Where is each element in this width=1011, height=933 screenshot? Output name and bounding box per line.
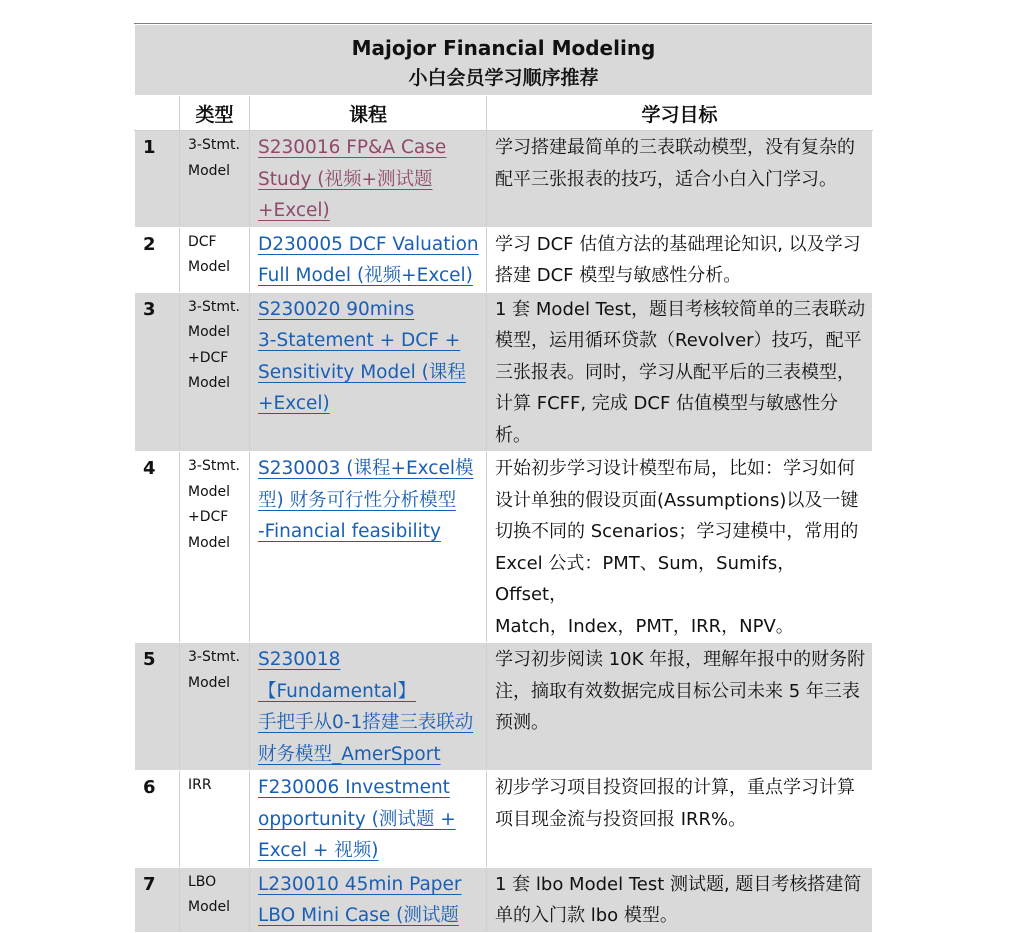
course-line xyxy=(258,453,486,485)
course-link[interactable]: -Financial feasibility xyxy=(258,521,441,542)
goal-line: 初步学习项目投资回报的计算，重点学习计算 xyxy=(495,777,855,798)
row-number: 4 xyxy=(135,452,180,643)
column-header-goal: 学习目标 xyxy=(487,96,873,131)
course-link[interactable]: S230020 90mins xyxy=(258,298,415,320)
column-header-num xyxy=(135,96,180,131)
type-line: Model xyxy=(188,162,231,179)
course-line xyxy=(258,516,486,548)
goal-line: 1 套 lbo Model Test 测试题, 题目考核搭建简 xyxy=(495,873,862,895)
goal-line: 单的入门款 lbo 模型。 xyxy=(495,905,678,926)
goal-line: 开始初步学习设计模型布局，比如：学习如何 xyxy=(495,458,855,479)
goal-line: 1 套 Model Test，题目考核较简单的三表联动 xyxy=(495,298,866,320)
goal-line: 搭建 DCF 模型与敏感性分析。 xyxy=(495,265,742,286)
course-link[interactable]: +Excel) xyxy=(258,200,330,221)
type-line: LBO xyxy=(188,873,217,890)
course-line xyxy=(258,294,486,326)
row-type xyxy=(180,227,250,292)
course-link[interactable]: S230003 (课程+Excel模 xyxy=(258,458,474,479)
type-line: IRR xyxy=(188,777,212,793)
row-number: 1 xyxy=(135,131,180,228)
course-line xyxy=(258,388,486,420)
type-line: 3-Stmt. xyxy=(188,137,240,153)
course-line xyxy=(258,132,486,164)
row-goal xyxy=(487,292,873,452)
column-header-row xyxy=(135,96,873,131)
table-row xyxy=(135,227,873,292)
goal-line: 学习 DCF 估值方法的基础理论知识, 以及学习 xyxy=(495,233,861,255)
table-row xyxy=(135,452,873,643)
goal-line: 配平三张报表的技巧，适合小白入门学习。 xyxy=(495,168,837,190)
course-link[interactable]: S230016 FP&A Case xyxy=(258,137,447,158)
row-goal xyxy=(487,227,873,292)
course-line xyxy=(258,195,486,227)
row-number: 5 xyxy=(135,643,180,771)
course-line xyxy=(258,260,486,292)
course-link[interactable]: L230010 45min Paper xyxy=(258,873,462,895)
table-title-cell xyxy=(135,25,873,96)
row-course xyxy=(250,292,487,452)
row-number: 2 xyxy=(135,227,180,292)
course-link[interactable]: S230018【Fundamental】 xyxy=(258,649,417,702)
course-link[interactable]: Full Model (视频+Excel) xyxy=(258,265,473,286)
row-type xyxy=(180,292,250,452)
goal-line: 项目现金流与投资回报 IRR%。 xyxy=(495,808,747,830)
type-line: Model xyxy=(188,324,231,340)
row-type xyxy=(180,452,250,643)
row-goal xyxy=(487,771,873,868)
type-line: Model xyxy=(188,534,231,551)
course-line xyxy=(258,707,486,739)
type-line: Model xyxy=(188,259,231,275)
course-line xyxy=(258,869,486,901)
course-line xyxy=(258,164,486,196)
row-type xyxy=(180,643,250,771)
type-line: Model xyxy=(188,375,231,391)
type-line: Model xyxy=(188,674,231,691)
course-line xyxy=(258,772,486,804)
row-number: 3 xyxy=(135,292,180,452)
course-link[interactable]: 型) 财务可行性分析模型 xyxy=(258,489,457,511)
goal-line: Match，Index，PMT，IRR，NPV。 xyxy=(495,615,794,637)
row-course xyxy=(250,452,487,643)
course-line xyxy=(258,229,486,261)
goal-line: 学习搭建最简单的三表联动模型，没有复杂的 xyxy=(495,137,855,158)
goal-line: 学习初步阅读 10K 年报，理解年报中的财务附 xyxy=(495,649,866,670)
course-link[interactable]: 财务模型_AmerSport xyxy=(258,743,441,765)
type-line: +DCF xyxy=(188,509,229,525)
course-line xyxy=(258,644,486,707)
row-course xyxy=(250,131,487,228)
goal-line: 预测。 xyxy=(495,712,549,733)
type-line: +DCF xyxy=(188,349,229,366)
course-line xyxy=(258,325,486,357)
table-row xyxy=(135,292,873,452)
column-header-course: 课程 xyxy=(250,96,487,131)
type-line: 3-Stmt. xyxy=(188,649,240,665)
course-link[interactable]: Excel + 视频) xyxy=(258,840,379,861)
goal-line: 模型，运用循环贷款（Revolver）技巧，配平 xyxy=(495,330,862,351)
row-goal xyxy=(487,643,873,771)
goal-line: 三张报表。同时，学习从配平后的三表模型， xyxy=(495,361,855,383)
row-type xyxy=(180,131,250,228)
course-link[interactable]: +Excel) xyxy=(258,393,330,414)
type-line: 3-Stmt. xyxy=(188,298,240,315)
course-link[interactable]: D230005 DCF Valuation xyxy=(258,233,479,255)
course-line xyxy=(258,739,486,771)
course-link[interactable]: Sensitivity Model (课程 xyxy=(258,361,466,383)
row-type xyxy=(180,771,250,868)
type-line: Model xyxy=(188,483,231,500)
course-link[interactable]: LBO Mini Case (测试题 xyxy=(258,905,459,926)
column-header-type: 类型 xyxy=(180,96,250,131)
document-subtitle: 小白会员学习顺序推荐 xyxy=(408,67,599,89)
course-link[interactable]: 3-Statement + DCF + xyxy=(258,330,461,351)
course-link[interactable]: opportunity (测试题 + xyxy=(258,808,456,830)
type-line: DCF xyxy=(188,233,217,250)
type-line: Model xyxy=(188,899,231,915)
goal-line: Excel 公式：PMT、Sum，Sumifs，Offset， xyxy=(495,552,796,605)
document-title: Majojor Financial Modeling xyxy=(351,36,656,60)
row-goal xyxy=(487,131,873,228)
table-row xyxy=(135,131,873,228)
course-line xyxy=(258,835,486,867)
course-link[interactable]: F230006 Investment xyxy=(258,777,450,798)
row-course xyxy=(250,227,487,292)
course-link[interactable]: Study (视频+测试题 xyxy=(258,168,433,190)
row-number: 6 xyxy=(135,771,180,868)
table-row xyxy=(135,771,873,868)
row-goal xyxy=(487,867,873,932)
row-type xyxy=(180,867,250,932)
course-line xyxy=(258,804,486,836)
course-line xyxy=(258,900,486,932)
goal-line: 计算 FCFF, 完成 DCF 估值模型与敏感性分析。 xyxy=(495,393,839,446)
goal-line: 设计单独的假设页面(Assumptions)以及一键 xyxy=(495,489,859,511)
course-line xyxy=(258,357,486,389)
row-number: 7 xyxy=(135,867,180,932)
type-line: 3-Stmt. xyxy=(188,458,240,474)
row-course xyxy=(250,771,487,868)
course-link[interactable]: 手把手从0-1搭建三表联动 xyxy=(258,712,474,733)
table-row xyxy=(135,867,873,932)
row-course xyxy=(250,643,487,771)
course-table xyxy=(134,24,873,933)
table-row xyxy=(135,643,873,771)
goal-line: 切换不同的 Scenarios；学习建模中，常用的 xyxy=(495,521,859,542)
row-goal xyxy=(487,452,873,643)
course-line xyxy=(258,485,486,517)
row-course xyxy=(250,867,487,932)
goal-line: 注，摘取有效数据完成目标公司未来 5 年三表 xyxy=(495,680,860,702)
